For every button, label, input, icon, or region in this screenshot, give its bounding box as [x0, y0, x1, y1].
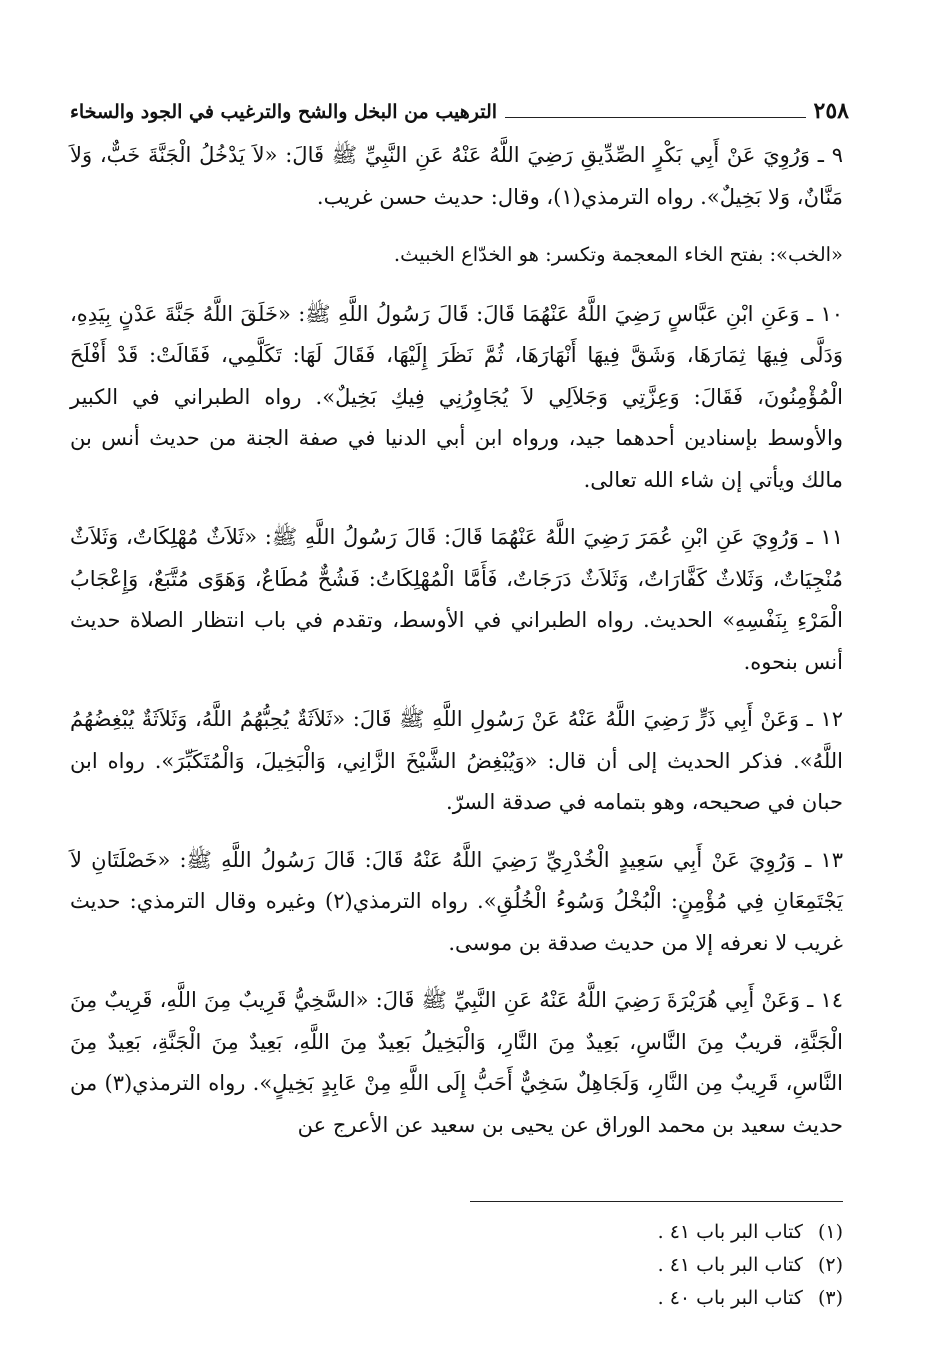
header-rule — [505, 117, 806, 118]
footnote-mark: (٢) — [817, 1254, 843, 1276]
footnote-separator — [470, 1201, 843, 1202]
hadith-14: ١٤ ـ وَعَنْ أَبِي هُرَيْرَةَ رَضِيَ اللَّهُ عَنْهُ عَنِ النَّبِيِّ ﷺ قَالَ: «السَّخِيُّ قَرِيبٌ مِنَ اللَّهِ، قَرِيبٌ مِنَ الْجَنَّةِ، قريبٌ مِنَ النَّاسِ، بَعِيدٌ مِنَ النَّارِ، وَالْبَخِيلُ بَعِيدٌ مِنَ اللَّهِ، بَعِيدٌ مِنَ الْجَنَّةِ، بَعِيدٌ مِنَ النَّاسِ، قَرِيبٌ مِن النَّارِ، وَلَجَاهِلٌ سَخِيٌّ أَحَبُّ إِلَى اللَّهِ مِنْ عَابِدٍ بَخِيلٍ». رواه الترمذي(٣) من حديث سعيد بن محمد الوراق عن يحيى بن سعيد عن الأعرج عن — [70, 988, 843, 1137]
footnote-text: كتاب البر باب ٤١ . — [657, 1221, 803, 1243]
footnote-mark: (١) — [817, 1221, 843, 1243]
footnotes — [300, 1216, 843, 1315]
footnote — [300, 1282, 843, 1315]
hadith-10: ١٠ ـ وَعَنِ ابْنِ عَبَّاسٍ رَضِيَ اللَّهُ عَنْهُمَا قَالَ: قَالَ رَسُولُ اللَّهِ ﷺ: «خَلَقَ اللَّهُ جَنَّةَ عَدْنٍ بِيَدِهِ، وَدَلَّى فِيهَا ثِمَارَهَا، وَشَقَّ فِيهَا أَنْهَارَهَا، ثُمَّ نَظَرَ إِلَيْهَا، فَقَالَ لَهَا: تَكَلَّمِي، فَقَالَتْ: قَدْ أَفْلَحَ الْمُؤْمِنُونَ، فَقَالَ: وَعِزَّتِي وَجَلاَلِي لاَ يُجَاوِرُنِي فِيكِ بَخِيلٌ». رواه الطبراني في الكبير والأوسط بإسنادين أحدهما جيد، ورواه ابن أبي الدنيا في صفة الجنة من حديث أنس بن مالك ويأتي إن شاء الله تعالى. — [70, 301, 843, 492]
hadith-9: ٩ ـ وَرُوِيَ عَنْ أَبِي بَكْرٍ الصِّدِّيقِ رَضِيَ اللَّهُ عَنْهُ عَنِ النَّبِيِّ ﷺ قَالَ: «لاَ يَدْخُلُ الْجَنَّةَ خَبٌّ، وَلاَ مَنَّانٌ، وَلا بَخِيلٌ». رواه الترمذي(١)، وقال: حديث حسن غريب. — [70, 143, 843, 209]
page-number: ٢٥٨ — [813, 98, 849, 124]
main-text — [70, 135, 843, 1162]
running-header — [70, 88, 849, 122]
hadith-13: ١٣ ـ وَرُوِيَ عَنْ أَبِي سَعِيدٍ الْخُدْرِيِّ رَضِيَ اللَّهُ عَنْهُ قَالَ: قَالَ رَسُولُ اللَّهِ ﷺ: «خَصْلَتَانِ لاَ يَجْتَمِعَانِ فِي مُؤْمِنٍ: الْبُخْلُ وَسُوءُ الْخُلُقِ». رواه الترمذي(٢) وغيره وقال الترمذي: حديث غريب لا نعرفه إلا من حديث صدقة بن موسى. — [70, 847, 843, 955]
footnote-text: كتاب البر باب ٤١ . — [657, 1254, 803, 1276]
footnote-text: كتاب البر باب ٤٠ . — [657, 1287, 803, 1309]
chapter-title: الترهيب من البخل والشح والترغيب في الجود والسخاء — [70, 101, 498, 123]
hadith-11: ١١ ـ وَرُوِيَ عَنِ ابْنِ عُمَرَ رَضِيَ اللَّهُ عَنْهُمَا قَالَ: قَالَ رَسُولُ اللَّهِ ﷺ: «ثَلاَثٌ مُهْلِكَاتٌ، وَثَلاَثٌ مُنْجِيَاتٌ، وَثَلاثٌ كَفَّارَاتٌ، وَثَلاَثٌ دَرَجَاتٌ، فَأَمَّا الْمُهْلِكَاتُ: فَشُحٌّ مُطَاعٌ، وَهَوًى مُتَّبَعٌ، وَإِعْجَابُ الْمَرْءِ بِنَفْسِهِ» الحديث. رواه الطبراني في الأوسط، وتقدم في باب انتظار الصلاة حديث أنس بنحوه. — [70, 525, 843, 674]
hadith-12: ١٢ ـ وَعَنْ أَبِي ذَرٍّ رَضِيَ اللَّهُ عَنْهُ عَنْ رَسُولِ اللَّهِ ﷺ قَالَ: «ثَلاَثَةٌ يُحِبُّهُمُ اللَّهُ، وَثَلاَثَةٌ يُبْغِضُهُمُ اللَّهُ». فذكر الحديث إلى أن قال: «وَيُبْغِضُ الشَّيْخَ الزَّانِي، وَالْبَخِيلَ، وَالْمُتَكَبِّرَ». رواه ابن حبان في صحيحه، وهو بتمامه في صدقة السرّ. — [70, 707, 843, 814]
footnote — [300, 1249, 843, 1282]
footnote-mark: (٣) — [817, 1287, 843, 1309]
footnote — [300, 1216, 843, 1249]
explanatory-note: «الخب»: بفتح الخاء المعجمة وتكسر: هو الخدّاع الخبيث. — [393, 243, 843, 266]
